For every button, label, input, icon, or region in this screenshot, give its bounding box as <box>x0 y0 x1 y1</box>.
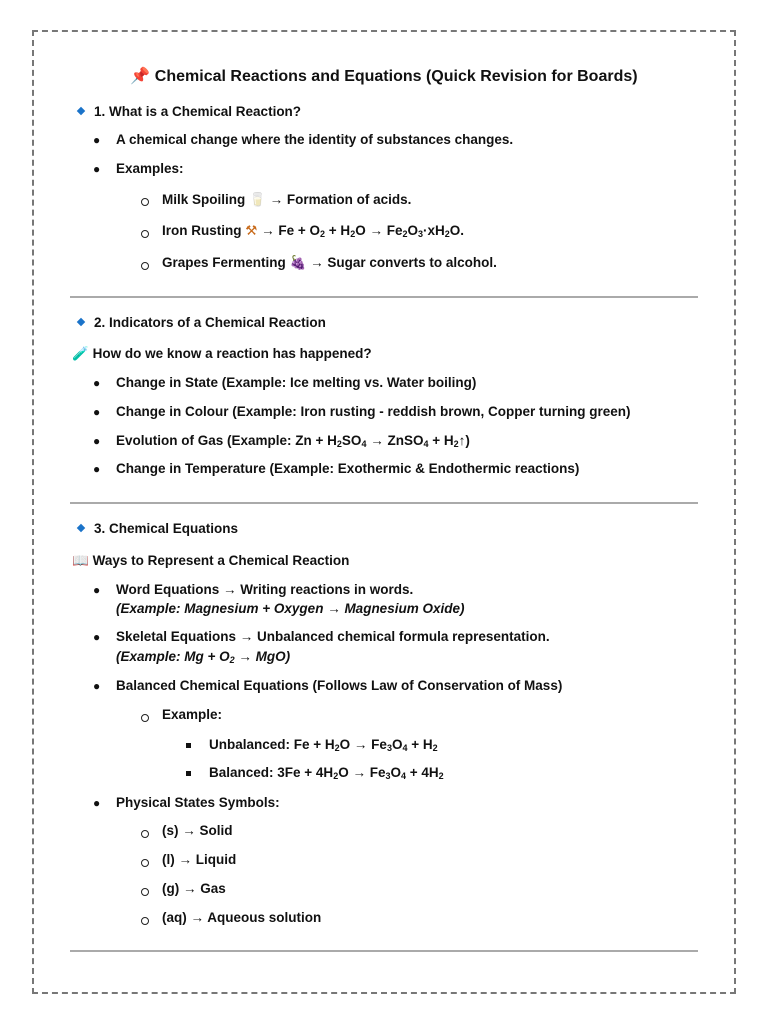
examples-label: Examples: <box>116 161 184 176</box>
circle-bullet-icon <box>141 859 149 867</box>
circle-bullet-icon <box>141 917 149 925</box>
example-milk: Milk Spoiling 🥛 → Formation of acids. <box>162 192 412 207</box>
section-heading-2: 2. Indicators of a Chemical Reaction <box>94 315 326 330</box>
bullet-icon: ● <box>93 133 101 147</box>
example-grapes: Grapes Fermenting 🍇 → Sugar converts to alcohol. <box>162 255 497 270</box>
states-label: Physical States Symbols: <box>116 795 280 810</box>
question-line: 🧪 How do we know a reaction has happened? <box>72 346 372 361</box>
bullet-icon: ● <box>93 796 101 810</box>
indicator-colour: Change in Colour (Example: Iron rusting - reddish brown, Copper turning green) <box>116 404 631 419</box>
square-bullet-icon <box>186 771 191 776</box>
divider <box>70 950 698 952</box>
word-equations: Word Equations → Writing reactions in words. <box>116 582 414 597</box>
state-aqueous: (aq) → Aqueous solution <box>162 910 322 925</box>
bullet-icon: ● <box>93 679 101 693</box>
example-label: Example: <box>162 707 223 722</box>
example-iron: Iron Rusting ⚒ → $Fe + O_2 + H_2O \to Fe_2O_3\cdot xH_2O$. <box>162 223 465 239</box>
bullet-icon: ● <box>93 434 101 448</box>
state-solid: (s) → Solid <box>162 823 233 838</box>
circle-bullet-icon <box>141 262 149 270</box>
indicator-temperature: Change in Temperature (Example: Exothermic & Endothermic reactions) <box>116 461 580 476</box>
pushpin-icon: 📌 <box>130 68 151 85</box>
iron-rust-icon: ⚒ <box>245 223 258 238</box>
section-heading-1: 1. What is a Chemical Reaction? <box>94 104 302 119</box>
page-title: 📌 Chemical Reactions and Equations (Quick Revision for Boards) <box>130 68 638 85</box>
indicator-state: Change in State (Example: Ice melting vs. Water boiling) <box>116 375 477 390</box>
open-book-icon: 📖 <box>72 553 89 568</box>
bullet-icon: ● <box>93 462 101 476</box>
circle-bullet-icon <box>141 230 149 238</box>
word-equations-example: (Example: Magnesium + Oxygen → Magnesium Oxide) <box>116 601 465 616</box>
circle-bullet-icon <box>141 198 149 206</box>
bullet-icon: ● <box>93 583 101 597</box>
circle-bullet-icon <box>141 888 149 896</box>
subheading-line: 📖 Ways to Represent a Chemical Reaction <box>72 553 350 568</box>
balanced-equations: Balanced Chemical Equations (Follows Law of Conservation of Mass) <box>116 678 563 693</box>
circle-bullet-icon <box>141 714 149 722</box>
definition-text: A chemical change where the identity of substances changes. <box>116 132 514 147</box>
bullet-icon: ● <box>93 630 101 644</box>
bullet-icon: ● <box>93 405 101 419</box>
test-tube-icon: 🧪 <box>72 346 89 361</box>
divider <box>70 502 698 504</box>
skeletal-example: (Example: $Mg + O_2 \to MgO$) <box>116 649 291 665</box>
bullet-icon: ● <box>93 162 101 176</box>
state-liquid: (l) → Liquid <box>162 852 237 867</box>
indicator-gas: Evolution of Gas (Example: $Zn + H_2SO_4$ → ZnSO$_4$ + $H_2↑$) <box>116 433 470 449</box>
state-gas: (g) → Gas <box>162 881 226 896</box>
square-bullet-icon <box>186 743 191 748</box>
grapes-icon: 🍇 <box>289 255 307 270</box>
skeletal-equations: Skeletal Equations → Unbalanced chemical formula representation. <box>116 629 550 644</box>
unbalanced-equation: Unbalanced: $Fe + H_2O \to Fe_3O_4 + H_2$ <box>209 737 438 753</box>
balanced-equation: Balanced: $3Fe + 4H_2O \to Fe_3O_4 + 4H_2$ <box>209 765 444 781</box>
milk-glass-icon: 🥛 <box>249 192 266 207</box>
section-heading-3: 3. Chemical Equations <box>94 521 239 536</box>
divider <box>70 296 698 298</box>
bullet-icon: ● <box>93 376 101 390</box>
circle-bullet-icon <box>141 830 149 838</box>
